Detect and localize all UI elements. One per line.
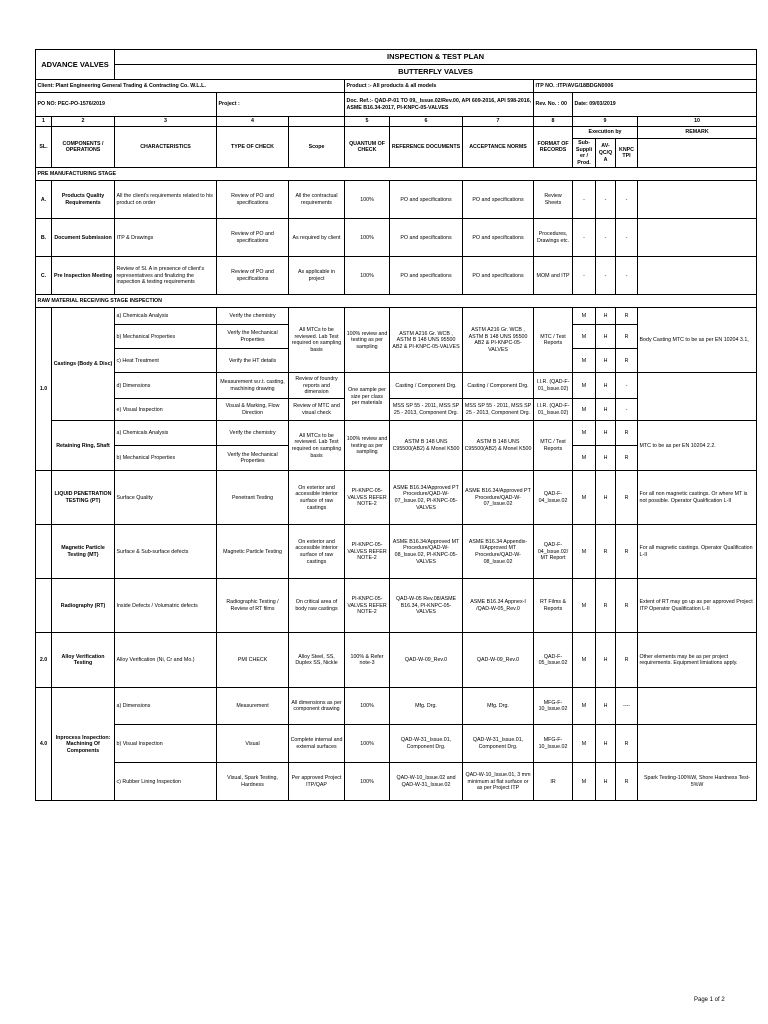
header-type-of-check: TYPE OF CHECK (217, 127, 289, 168)
remark (638, 725, 757, 763)
scope: Complete internal and external surfaces (289, 725, 345, 763)
exec-knpc-tpi: R (616, 725, 638, 763)
reference-documents: ASME B16.34/Approved MT Procedure/QAD-W-08_Issue.02, PI-KNPC-05-VALVES (390, 525, 463, 579)
page-footer: Page 1 of 2 (694, 997, 725, 1003)
characteristic: a) Chemicals Analysis (115, 308, 217, 325)
exec-knpc-tpi: - (616, 257, 638, 295)
col-number: 2 (52, 117, 115, 127)
quantum-of-check: 100% (345, 763, 390, 801)
acceptance-norms: QAD-W-31_Issue.01, Component Drg. (463, 725, 534, 763)
type-of-check: Radiographic Testing / Review of RT films (217, 579, 289, 633)
blank-cell (289, 117, 345, 127)
acceptance-norms: PO and specifications (463, 257, 534, 295)
product-info: Product :- All products & all models (345, 80, 534, 93)
exec-av-qcqa: R (596, 579, 616, 633)
table-row (36, 219, 757, 257)
pre-manufacturing-rows (36, 181, 757, 295)
doc-reference: Doc. Ref.:- QAD-P-01 TO 09,_Issue.02/Rev.00, API 609-2016, API 598-2016, ASME B16.34-2017, PI-KNPC-05-VALVES (345, 93, 534, 117)
format-of-records: I.I.R. (QAD-F-01_Issue.02) (534, 373, 573, 399)
type-of-check: Verify the Mechanical Properties (217, 446, 289, 471)
reference-documents: PO and specifications (390, 257, 463, 295)
header-characteristics: CHARACTERISTICS (115, 127, 217, 168)
exec-av-qcqa: H (596, 421, 616, 446)
component-name: Document Submission (52, 219, 115, 257)
format-of-records: MFG-F-10_Issue.02 (534, 688, 573, 725)
exec-av-qcqa: H (596, 349, 616, 373)
acceptance-norms: MSS SP 55 - 2011, MSS SP 25 - 2013, Component Drg. (463, 399, 534, 421)
exec-knpc-tpi: R (616, 349, 638, 373)
format-of-records: Review Sheets (534, 181, 573, 219)
reference-documents: QAD-W-31_Issue.01, Component Drg. (390, 725, 463, 763)
exec-knpc-tpi: R (616, 633, 638, 688)
component-name: Radiography (RT) (52, 579, 115, 633)
acceptance-norms: PO and specifications (463, 181, 534, 219)
scope: Review of MTC and visual check (289, 399, 345, 421)
quantum-of-check: 100% & Refer note-3 (345, 633, 390, 688)
revision-number: Rev. No. : 00 (534, 93, 573, 117)
acceptance-norms: ASTM B 148 UNS C95500(AB2) & Monel K500 (463, 421, 534, 471)
acceptance-norms: ASTM A216 Gr. WCB , ASTM B 148 UNS 95500 AB2 & PI-KNPC-05-VALVES (463, 308, 534, 373)
exec-sub-supplier: M (573, 308, 596, 325)
exec-knpc-tpi: R (616, 763, 638, 801)
component-name: Castings (Body & Disc) (52, 308, 115, 421)
quantum-of-check: PI-KNPC-05-VALVES REFER NOTE-2 (345, 525, 390, 579)
exec-av-qcqa: - (596, 219, 616, 257)
reference-documents: QAD-W-09_Rev.0 (390, 633, 463, 688)
exec-knpc-tpi: R (616, 421, 638, 446)
type-of-check: Measurement w.r.t. casting, machining drawing (217, 373, 289, 399)
exec-knpc-tpi: R (616, 579, 638, 633)
exec-knpc-tpi: R (616, 308, 638, 325)
type-of-check: Review of PO and specifications (217, 257, 289, 295)
characteristic: Surface Quality (115, 471, 217, 525)
col-number: 10 (638, 117, 757, 127)
exec-knpc-tpi: R (616, 446, 638, 471)
type-of-check: Verify the Mechanical Properties (217, 325, 289, 349)
scope: All MTCs to be reviewed. Lab Test required on sampling basis (289, 308, 345, 373)
quantum-of-check: PI-KNPC-05-VALVES REFER NOTE-2 (345, 579, 390, 633)
exec-sub-supplier: M (573, 373, 596, 399)
sl-number: A. (36, 181, 52, 219)
doc-subtitle: BUTTERFLY VALVES (115, 65, 757, 80)
blank-cell (638, 139, 757, 168)
type-of-check: Visual & Marking, Flow Direction (217, 399, 289, 421)
scope: All MTCs to be reviewed. Lab Test required on sampling basis (289, 421, 345, 471)
col-number: 4 (217, 117, 289, 127)
reference-documents: ASME B16.34/Approved PT Procedure/QAD-W-07_Issue.02, PI-KNPC-05-VALVES (390, 471, 463, 525)
acceptance-norms: QAD-W-10_Issue.01, 3 mm minimum at flat surface or as per Project ITP (463, 763, 534, 801)
sl-number: 2.0 (36, 633, 52, 688)
acceptance-norms: ASME B16.34 Appnex-I /QAD-W-05_Rev.0 (463, 579, 534, 633)
type-of-check: Visual, Spark Testing, Hardness (217, 763, 289, 801)
table-row (36, 471, 757, 525)
scope: Alloy Steel, SS, Duplex SS, Nickle (289, 633, 345, 688)
exec-knpc-tpi: R (616, 525, 638, 579)
characteristic: b) Mechanical Properties (115, 325, 217, 349)
col-number: 1 (36, 117, 52, 127)
company-name: ADVANCE VALVES (36, 50, 115, 80)
exec-sub-supplier: M (573, 763, 596, 801)
type-of-check: PMI CHECK (217, 633, 289, 688)
characteristic: c) Rubber Lining Inspection (115, 763, 217, 801)
col-number: 8 (534, 117, 573, 127)
sl-number: 4.0 (36, 688, 52, 801)
format-of-records: MTC / Test Reports (534, 421, 573, 471)
remark: For all non magnetic castings. Or where MT is not possible. Operator Qualification L-II (638, 471, 757, 525)
itp-sheet (35, 49, 756, 801)
exec-av-qcqa: H (596, 725, 616, 763)
sl-number (36, 579, 52, 633)
exec-sub-supplier: - (573, 219, 596, 257)
characteristic: c) Heat Treatment (115, 349, 217, 373)
table-row (36, 579, 757, 633)
exec-av-qcqa: H (596, 373, 616, 399)
header-scope: Scope (289, 127, 345, 168)
scope: Per approved Project ITP/QAP (289, 763, 345, 801)
characteristic: d) Dimensions (115, 373, 217, 399)
remark (638, 373, 757, 421)
table-row (36, 525, 757, 579)
remark (638, 257, 757, 295)
acceptance-norms: QAD-W-09_Rev.0 (463, 633, 534, 688)
exec-knpc-tpi: ---- (616, 688, 638, 725)
client-info: Client: Plant Engineering General Trading & Contracting Co. W.L.L. (36, 80, 345, 93)
reference-documents: Mfg. Drg. (390, 688, 463, 725)
header-reference-documents: REFERENCE DOCUMENTS (390, 127, 463, 168)
acceptance-norms: ASME B16.34 Appendix-II/Approved MT Procedure/QAD-W-08_Issue.02 (463, 525, 534, 579)
sl-number (36, 525, 52, 579)
exec-av-qcqa: H (596, 471, 616, 525)
scope: On exterior and accessible interior surface of raw castings (289, 525, 345, 579)
exec-av-qcqa: H (596, 633, 616, 688)
component-name: LIQUID PENETRATION TESTING (PT) (52, 471, 115, 525)
exec-av-qcqa: H (596, 763, 616, 801)
component-name: Alloy Verification Testing (52, 633, 115, 688)
characteristic: Review of Sl. A in presence of client's representatives and finalizing the inspection & testing requirements (115, 257, 217, 295)
type-of-check: Visual (217, 725, 289, 763)
exec-sub-supplier: M (573, 399, 596, 421)
quantum-of-check: 100% (345, 257, 390, 295)
reference-documents: PO and specifications (390, 219, 463, 257)
exec-knpc-tpi: - (616, 373, 638, 399)
exec-sub-supplier: M (573, 688, 596, 725)
acceptance-norms: PO and specifications (463, 219, 534, 257)
component-name: Retaining Ring, Shaft (52, 421, 115, 471)
col-number: 7 (463, 117, 534, 127)
header-quantum: QUANTUM OF CHECK (345, 127, 390, 168)
exec-av-qcqa: H (596, 399, 616, 421)
characteristic: b) Mechanical Properties (115, 446, 217, 471)
format-of-records: Procedures, Drawings etc. (534, 219, 573, 257)
scope: On critical area of body raw castings (289, 579, 345, 633)
exec-sub-supplier: M (573, 633, 596, 688)
col-number: 5 (345, 117, 390, 127)
exec-av-qcqa: R (596, 525, 616, 579)
section-raw-material: RAW MATERIAL RECEIVING STAGE INSPECTION (36, 295, 757, 308)
header-format-of-records: FORMAT OF RECORDS (534, 127, 573, 168)
remark: MTC to be as per EN 10204 2.2. (638, 421, 757, 471)
scope: All the contractual requirements (289, 181, 345, 219)
exec-knpc-tpi: R (616, 471, 638, 525)
remark: Other elements may be as per project requirements. Equipment limiations apply. (638, 633, 757, 688)
exec-sub-supplier: M (573, 325, 596, 349)
acceptance-norms: Mfg. Drg. (463, 688, 534, 725)
header-knpc-tpi: KNPC TPI (616, 139, 638, 168)
quantum-of-check: 100% (345, 725, 390, 763)
itp-number: ITP NO. :ITP/AVG/18BDGN0006 (534, 80, 757, 93)
doc-date: Date: 09/03/2019 (573, 93, 757, 117)
remark: Spark Testing-100%W, Shore Hardness Test-5%W (638, 763, 757, 801)
reference-documents: QAD-W-05 Rev.08/ASME B16.34, PI-KNPC-05-VALVES (390, 579, 463, 633)
exec-sub-supplier: M (573, 421, 596, 446)
format-of-records: QAD-F-04_Issue.02/ MT Report (534, 525, 573, 579)
header-sl: SL. (36, 127, 52, 168)
characteristic: ITP & Drawings (115, 219, 217, 257)
exec-av-qcqa: H (596, 308, 616, 325)
col-number: 9 (573, 117, 638, 127)
exec-sub-supplier: M (573, 446, 596, 471)
reference-documents: ASTM A216 Gr. WCB , ASTM B 148 UNS 95500 AB2 & PI-KNPC-05-VALVES (390, 308, 463, 373)
header-remark: REMARK (638, 127, 757, 139)
characteristic: b) Visual Inspection (115, 725, 217, 763)
quantum-of-check: PI-KNPC-05-VALVES REFER NOTE-2 (345, 471, 390, 525)
type-of-check: Penetrant Testing (217, 471, 289, 525)
exec-sub-supplier: M (573, 349, 596, 373)
exec-av-qcqa: H (596, 325, 616, 349)
exec-sub-supplier: M (573, 725, 596, 763)
remark (638, 181, 757, 219)
table-row (36, 257, 757, 295)
exec-av-qcqa: - (596, 257, 616, 295)
remark (638, 688, 757, 725)
col-number: 6 (390, 117, 463, 127)
component-name: Inprocess Inspection: Machining Of Components (52, 688, 115, 801)
sl-number: C. (36, 257, 52, 295)
ndt-rows (36, 471, 757, 633)
header-av-qcqa: AV-QC/QA (596, 139, 616, 168)
remark: For all magnetic castings. Operator Qualification L-II (638, 525, 757, 579)
characteristic: Inside Defects / Volumatric defects (115, 579, 217, 633)
header-sub-supplier: Sub-Supplier / Prod. (573, 139, 596, 168)
exec-knpc-tpi: R (616, 325, 638, 349)
type-of-check: Magnetic Particle Testing (217, 525, 289, 579)
remark: Body Casting MTC to be as per EN 10204 3.1, (638, 308, 757, 373)
format-of-records: MTC / Test Reports (534, 308, 573, 373)
scope: All dimensions as per component drawing (289, 688, 345, 725)
exec-sub-supplier: M (573, 525, 596, 579)
reference-documents: ASTM B 148 UNS C95500(AB2) & Monel K500 (390, 421, 463, 471)
characteristic: e) Visual Inspection (115, 399, 217, 421)
characteristic: Surface & Sub-surface defects (115, 525, 217, 579)
characteristic: a) Dimensions (115, 688, 217, 725)
quantum-of-check: 100% (345, 219, 390, 257)
scope: As required by client (289, 219, 345, 257)
scope: On exterior and accessible interior surface of raw castings (289, 471, 345, 525)
sl-number: B. (36, 219, 52, 257)
acceptance-norms: ASME B16.34/Approved PT Procedure/QAD-W-07_Issue.02 (463, 471, 534, 525)
exec-sub-supplier: M (573, 579, 596, 633)
header-execution-by: Execution by (573, 127, 638, 139)
exec-sub-supplier: M (573, 471, 596, 525)
quantum-of-check: 100% (345, 688, 390, 725)
quantum-of-check: 100% (345, 181, 390, 219)
exec-av-qcqa: H (596, 688, 616, 725)
reference-documents: MSS SP 55 - 2011, MSS SP 25 - 2013, Component Drg. (390, 399, 463, 421)
format-of-records: QAD-F-04_Issue.02 (534, 471, 573, 525)
scope: Review of foundry reports and dimension (289, 373, 345, 399)
doc-title: INSPECTION & TEST PLAN (115, 50, 757, 65)
characteristic: All the client's requirements related to his product on order (115, 181, 217, 219)
type-of-check: Verify the HT details (217, 349, 289, 373)
header-acceptance-norms: ACCEPTANCE NORMS (463, 127, 534, 168)
table-row (36, 181, 757, 219)
format-of-records: MOM and ITP (534, 257, 573, 295)
type-of-check: Review of PO and specifications (217, 181, 289, 219)
type-of-check: Verify the chemistry (217, 308, 289, 325)
format-of-records: RT Films & Reports (534, 579, 573, 633)
reference-documents: Casting / Component Drg. (390, 373, 463, 399)
itp-table (35, 49, 757, 801)
exec-knpc-tpi: - (616, 181, 638, 219)
header-components: COMPONENTS / OPERATIONS (52, 127, 115, 168)
type-of-check: Review of PO and specifications (217, 219, 289, 257)
exec-sub-supplier: - (573, 257, 596, 295)
component-name: Products Quality Requirements (52, 181, 115, 219)
scope: As applicable in project (289, 257, 345, 295)
type-of-check: Measurement (217, 688, 289, 725)
sl-number (36, 471, 52, 525)
col-number: 3 (115, 117, 217, 127)
exec-knpc-tpi: - (616, 219, 638, 257)
exec-knpc-tpi: - (616, 399, 638, 421)
quantum-of-check: One sample per size per class per materials (345, 373, 390, 421)
format-of-records: IR (534, 763, 573, 801)
format-of-records: QAD-F-05_Issue.02 (534, 633, 573, 688)
project-info: Project : (217, 93, 345, 117)
po-number: PO NO: PEC-PO-1576/2019 (36, 93, 217, 117)
remark: Extent of RT may go up as per approved Project ITP Operator Qualification L-II (638, 579, 757, 633)
exec-av-qcqa: - (596, 181, 616, 219)
reference-documents: QAD-W-10_Issue.02 and QAD-W-31_Issue.02 (390, 763, 463, 801)
section-pre-manufacturing: PRE MANUFACTURING STAGE (36, 168, 757, 181)
acceptance-norms: Casting / Component Drg. (463, 373, 534, 399)
exec-av-qcqa: H (596, 446, 616, 471)
characteristic: Alloy Verification (Ni, Cr and Mo.) (115, 633, 217, 688)
component-name: Magnetic Particle Testing (MT) (52, 525, 115, 579)
reference-documents: PO and specifications (390, 181, 463, 219)
format-of-records: I.I.R. (QAD-F-01_Issue.02) (534, 399, 573, 421)
component-name: Pre Inspection Meeting (52, 257, 115, 295)
sl-number: 1.0 (36, 308, 52, 471)
remark (638, 219, 757, 257)
quantum-of-check: 100% review and testing as per sampling (345, 308, 390, 373)
characteristic: a) Chemicals Analysis (115, 421, 217, 446)
exec-sub-supplier: - (573, 181, 596, 219)
quantum-of-check: 100% review and testing as per sampling (345, 421, 390, 471)
type-of-check: Verify the chemistry (217, 421, 289, 446)
format-of-records: MFG-F-10_Issue.02 (534, 725, 573, 763)
